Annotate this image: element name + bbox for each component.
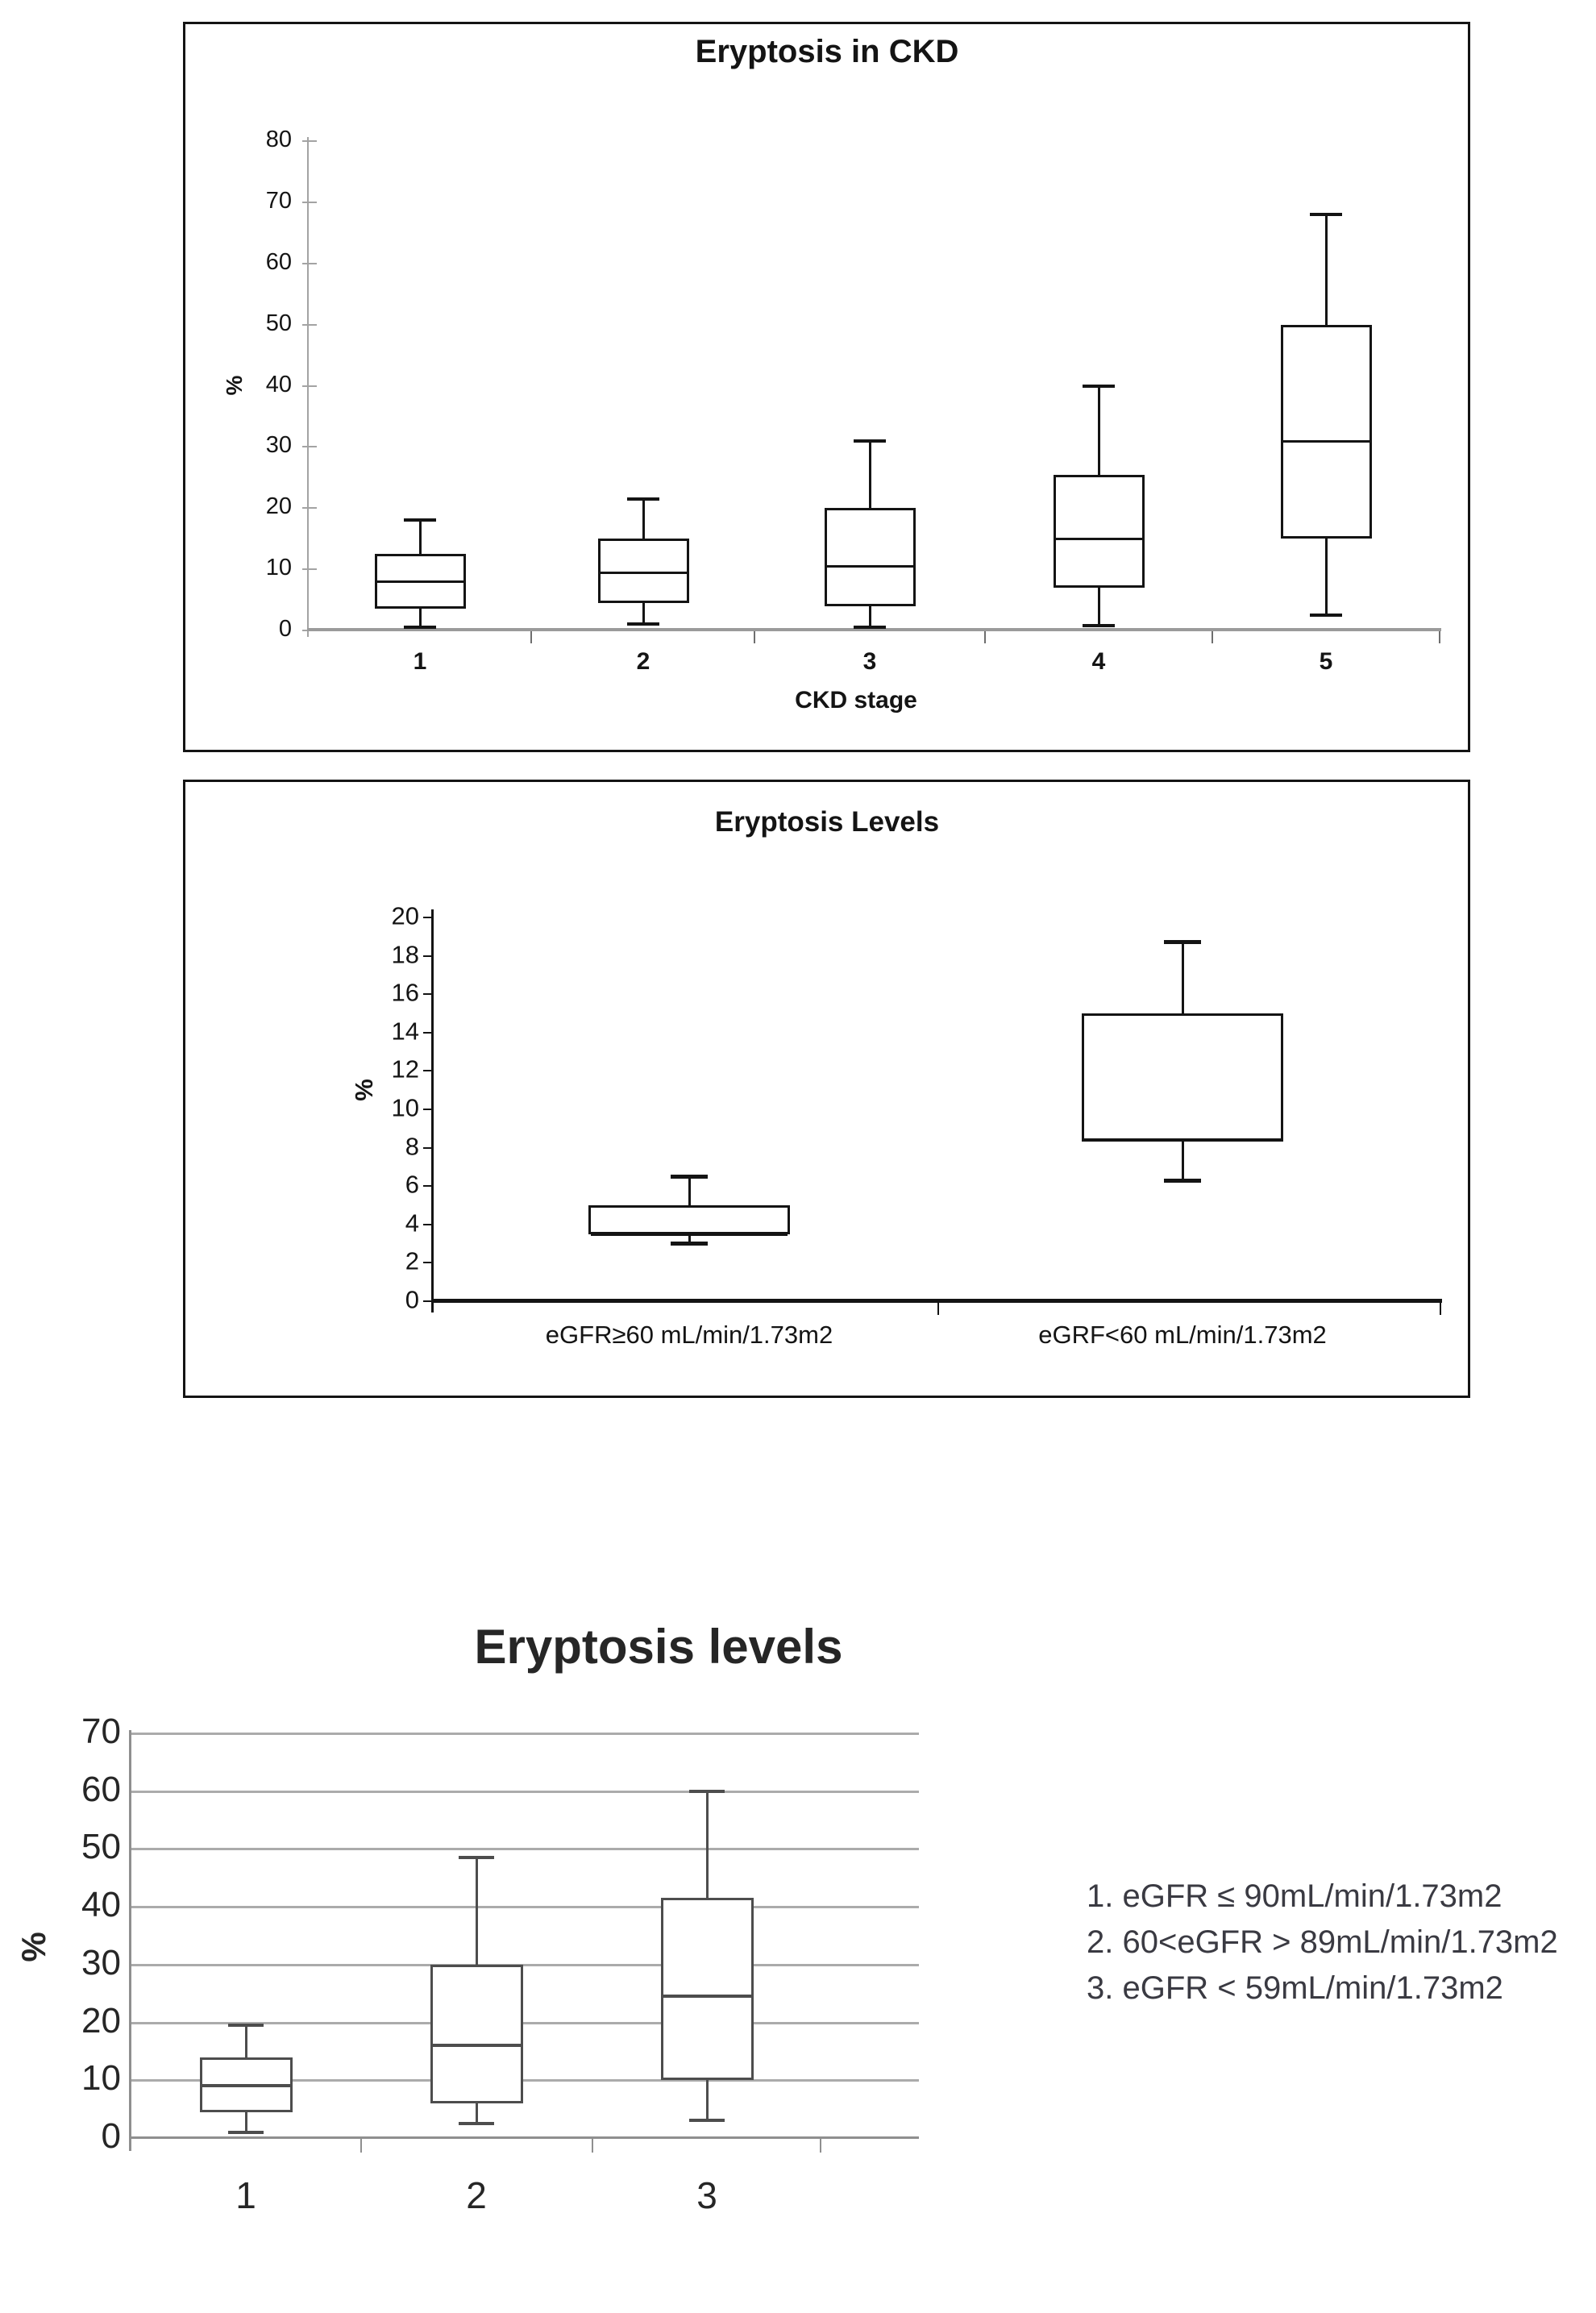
y-axis-tick-label: 12 <box>391 1055 419 1084</box>
y-axis-tick-label: 50 <box>265 310 292 336</box>
panel-border-ckd-chart <box>183 22 1470 752</box>
y-axis-tick-label: 0 <box>278 616 292 643</box>
y-axis-tick-label: 40 <box>265 371 292 397</box>
y-axis-tick-label: 14 <box>391 1017 419 1046</box>
whisker-cap-max <box>689 1790 725 1793</box>
chart-title: Eryptosis levels <box>474 1620 843 1674</box>
y-axis-title: % <box>222 375 247 396</box>
y-axis-line <box>129 1730 131 2151</box>
gridline <box>131 1791 919 1793</box>
y-axis-tick-label: 20 <box>81 2000 121 2041</box>
box-iqr <box>430 1965 523 2103</box>
x-axis-line <box>129 2136 919 2139</box>
whisker-cap-max <box>459 1856 494 1859</box>
x-axis-tick <box>820 2139 821 2153</box>
box-iqr <box>661 1898 754 2080</box>
y-axis-tick-label: 0 <box>405 1285 419 1314</box>
box-whisker-line <box>476 1857 478 2124</box>
panel-border-egfr-chart <box>183 780 1470 1398</box>
y-axis-tick-label: 4 <box>405 1209 419 1238</box>
box-whisker-line <box>706 1791 709 2121</box>
y-axis-tick-label: 70 <box>81 1712 121 1752</box>
y-axis-tick-label: 16 <box>391 978 419 1007</box>
y-axis-tick-label: 20 <box>391 901 419 930</box>
box-median-line <box>663 1995 751 1998</box>
y-axis-tick-label: 0 <box>101 2116 121 2156</box>
y-axis-tick-label: 2 <box>405 1246 419 1275</box>
x-axis-category-label: 2 <box>466 2174 487 2216</box>
x-axis-category-label: 1 <box>235 2174 256 2216</box>
y-axis-tick-label: 60 <box>81 1769 121 1809</box>
y-axis-tick-label: 10 <box>81 2058 121 2099</box>
x-axis-category-label: eGFR≥60 mL/min/1.73m2 <box>545 1321 833 1349</box>
y-axis-tick-label: 18 <box>391 940 419 969</box>
box-median-line <box>202 2084 290 2087</box>
legend-item-3: 3. eGFR < 59mL/min/1.73m2 <box>1087 1970 1503 2006</box>
legend-item-2: 2. 60<eGFR > 89mL/min/1.73m2 <box>1087 1924 1558 1960</box>
gridline <box>131 1906 919 1908</box>
y-axis-tick-label: 80 <box>265 127 292 153</box>
y-axis-tick-label: 50 <box>81 1827 121 1867</box>
y-axis-tick-label: 30 <box>265 432 292 459</box>
y-axis-tick-label: 6 <box>405 1170 419 1199</box>
chart-title: Eryptosis Levels <box>714 806 940 838</box>
box-iqr <box>200 2057 293 2112</box>
box-whisker-line <box>245 2025 247 2132</box>
x-axis-category-label: 1 <box>413 648 427 675</box>
gridline <box>131 1848 919 1850</box>
whisker-cap-max <box>228 2024 264 2027</box>
gridline <box>131 1733 919 1735</box>
x-axis-category-label: 2 <box>636 648 650 675</box>
x-axis-tick <box>592 2139 593 2153</box>
x-axis-title: CKD stage <box>795 687 917 713</box>
whisker-cap-min <box>228 2131 264 2134</box>
whisker-cap-min <box>689 2119 725 2122</box>
y-axis-tick-label: 30 <box>81 1942 121 1982</box>
y-axis-tick-label: 60 <box>265 248 292 275</box>
y-axis-tick-label: 70 <box>265 188 292 214</box>
y-axis-tick-label: 40 <box>81 1885 121 1925</box>
x-axis-category-label: 4 <box>1091 648 1106 675</box>
x-axis-category-label: 3 <box>696 2174 717 2216</box>
gridline <box>131 1964 919 1966</box>
x-axis-category-label: 3 <box>862 648 877 675</box>
y-axis-tick-label: 8 <box>405 1132 419 1161</box>
gridline <box>131 2079 919 2082</box>
y-axis-tick-label: 10 <box>265 555 292 581</box>
legend-item-1: 1. eGFR ≤ 90mL/min/1.73m2 <box>1087 1878 1502 1914</box>
chart-title: Eryptosis in CKD <box>695 34 959 69</box>
legend <box>1087 1874 1558 2011</box>
whisker-cap-min <box>459 2122 494 2125</box>
y-axis-title: % <box>15 1932 52 1962</box>
y-axis-title: % <box>350 1079 378 1101</box>
x-axis-tick <box>360 2139 362 2153</box>
x-axis-category-label: eGRF<60 mL/min/1.73m2 <box>1038 1321 1327 1349</box>
gridline <box>131 2022 919 2024</box>
y-axis-tick-label: 10 <box>391 1093 419 1122</box>
y-axis-tick-label: 20 <box>265 493 292 520</box>
box-median-line <box>433 2044 521 2047</box>
x-axis-category-label: 5 <box>1319 648 1333 675</box>
